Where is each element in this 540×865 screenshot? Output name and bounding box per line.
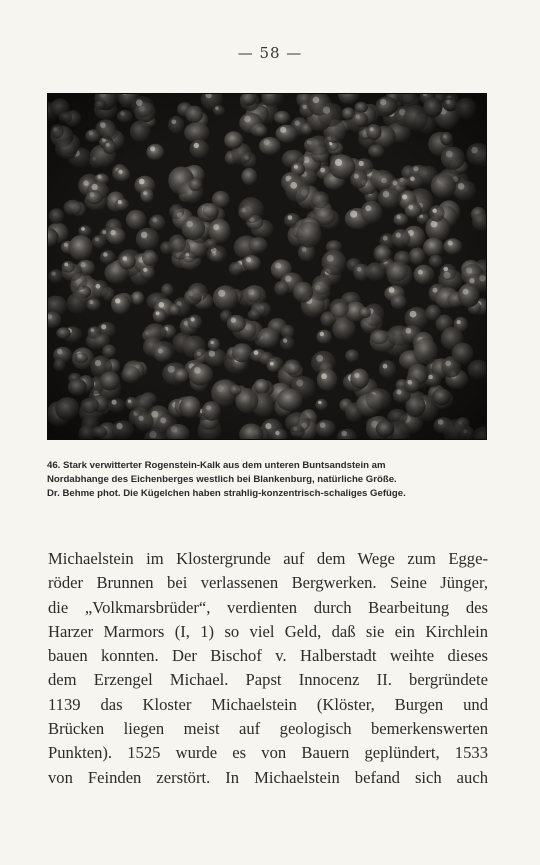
text-line: röder Brunnen bei verlassenen Bergwerken. Seine Jünger, <box>48 573 488 593</box>
caption-line: 46. Stark verwitterter Rogenstein-Kalk aus dem unteren Buntsandstein am <box>47 460 386 471</box>
caption-line: Dr. Behme phot. Die Kügelchen haben strahlig-konzentrisch-schaliges Gefüge. <box>47 488 406 499</box>
photo-texture <box>48 94 486 439</box>
rogenstein-photograph <box>47 93 487 440</box>
text-line: dem Erzengel Michael. Papst Innocenz II. bergründete <box>48 670 488 690</box>
text-line: Brücken liegen meist auf geologisch bemerkenswerten <box>48 719 488 739</box>
body-paragraph <box>48 547 488 790</box>
text-line: bauen konnten. Der Bischof v. Halberstadt weihte dieses <box>48 646 488 666</box>
text-line: die „Volkmarsbrüder“, verdienten durch Bearbeitung des <box>48 597 488 617</box>
caption-line: Nordabhange des Eichenberges westlich bei Blankenburg, natürliche Größe. <box>47 474 397 485</box>
text-line: Michaelstein im Klostergrunde auf dem Wege zum Egge- <box>48 549 488 568</box>
page-number: — 58 — <box>237 44 303 62</box>
text-line: Punkten). 1525 wurde es von Bauern geplündert, 1533 <box>48 743 488 763</box>
text-line: Harzer Marmors (I, 1) so viel Geld, daß sie ein Kirchlein <box>48 621 488 641</box>
figure-caption <box>47 459 487 501</box>
text-line: 1139 das Kloster Michaelstein (Klöster, Burgen und <box>48 694 488 714</box>
text-line: von Feinden zerstört. In Michaelstein befand sich auch <box>48 767 488 787</box>
